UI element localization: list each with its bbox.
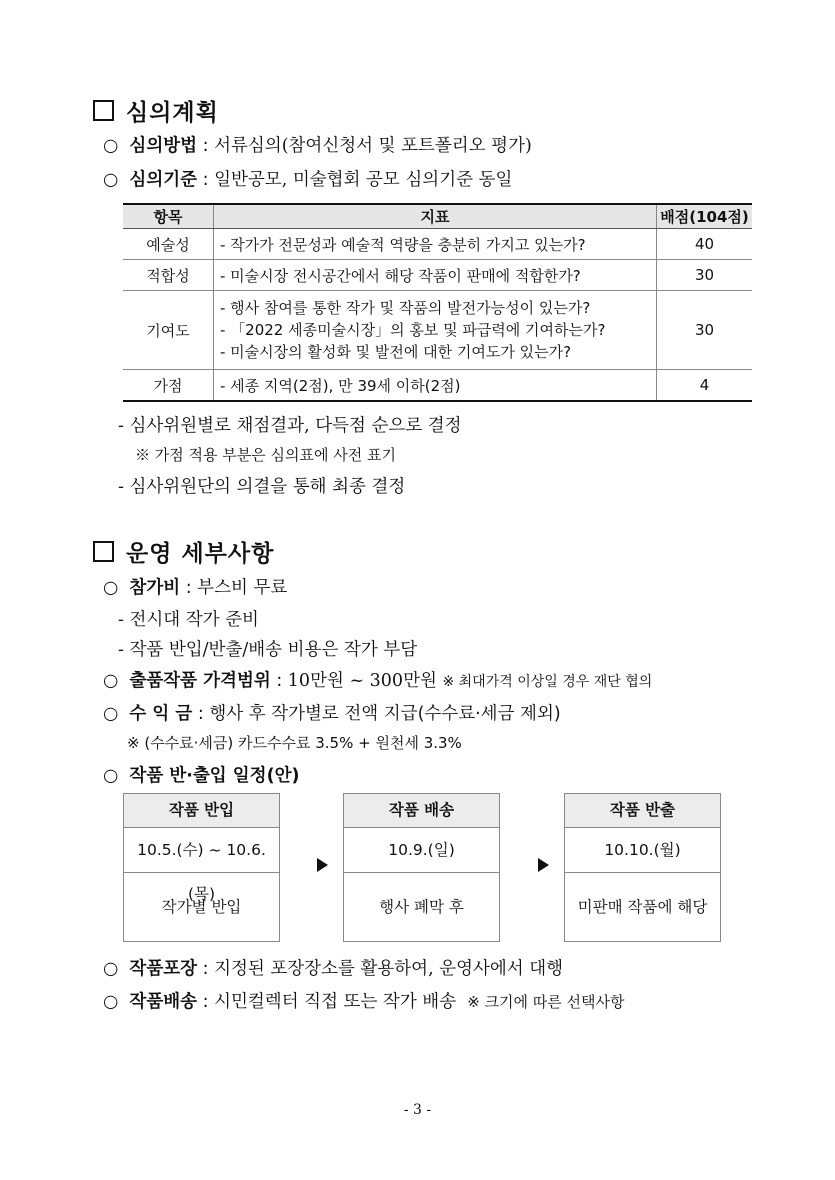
price-range-line: ○ 출품작품 가격범위 : 10만원 ~ 300만원 ※ 최대가격 이상일 경우 재단 협의 [103,671,653,691]
table-header-row [123,204,752,229]
page-number: - 3 - [403,1102,432,1118]
table-row: 적합성 - 미술시장 전시공간에서 해당 작품이 판매에 적합한가? 30 [123,260,752,291]
schedule-box-out: 작품 반출 10.10.(월) 미판매 작품에 해당 [564,793,721,942]
table-row: 예술성 - 작가가 전문성과 예술적 역량을 충분히 가지고 있는가? 40 [123,229,752,260]
fee-line: ○ 참가비 : 부스비 무료 [103,578,288,598]
review-method-line: ○ 심의방법 : 서류심의(참여신청서 및 포트폴리오 평가) [103,136,532,156]
review-criteria-line: ○ 심의기준 : 일반공모, 미술협회 공모 심의기준 동일 [103,170,513,190]
header-indicator: 지표 [214,204,657,229]
note-final: - 심사위원단의 의결을 통해 최종 결정 [118,477,406,497]
schedule-box-delivery: 작품 배송 10.9.(일) 행사 폐막 후 [343,793,500,942]
criteria-table [123,203,752,402]
arrow-right-icon [317,858,328,872]
note-scoring: - 심사위원별로 채점결과, 다득점 순으로 결정 [118,416,462,436]
arrow-right-icon [538,858,549,872]
section-title-review: 심의계획 [93,94,219,127]
table-row: 기여도 - 행사 참여를 통한 작가 및 작품의 발전가능성이 있는가? - 「2022 세종미술시장」의 홍보 및 파급력에 기여하는가? - 미술시장의 활성화 및 발전에 대한 기여도가 있는가? 30 [123,291,752,370]
section-title-operation: 운영 세부사항 [93,535,274,568]
packing-line: ○ 작품포장 : 지정된 포장장소를 활용하여, 운영사에서 대행 [103,959,564,979]
checkbox-square-icon [93,541,114,562]
checkbox-square-icon [93,100,114,121]
header-item: 항목 [123,204,214,229]
delivery-line: ○ 작품배송 : 시민컬렉터 직접 또는 작가 배송 ※ 크기에 따른 선택사항 [103,992,625,1012]
revenue-line: ○ 수 익 금 : 행사 후 작가별로 전액 지급(수수료·세금 제외) [103,704,561,724]
note-bonus: ※ 가점 적용 부분은 심의표에 사전 표기 [135,446,396,464]
revenue-note: ※ (수수료·세금) 카드수수료 3.5% + 원천세 3.3% [127,734,462,752]
schedule-line: ○ 작품 반·출입 일정(안) [103,766,300,786]
fee-note-2: - 작품 반입/반출/배송 비용은 작가 부담 [118,640,418,660]
schedule-box-in: 작품 반입 10.5.(수) ~ 10.6.(목) 작가별 반입 [123,793,280,942]
header-score: 배점(104점) [657,204,753,229]
table-row: 가점 - 세종 지역(2점), 만 39세 이하(2점) 4 [123,370,752,402]
fee-note-1: - 전시대 작가 준비 [118,610,259,630]
